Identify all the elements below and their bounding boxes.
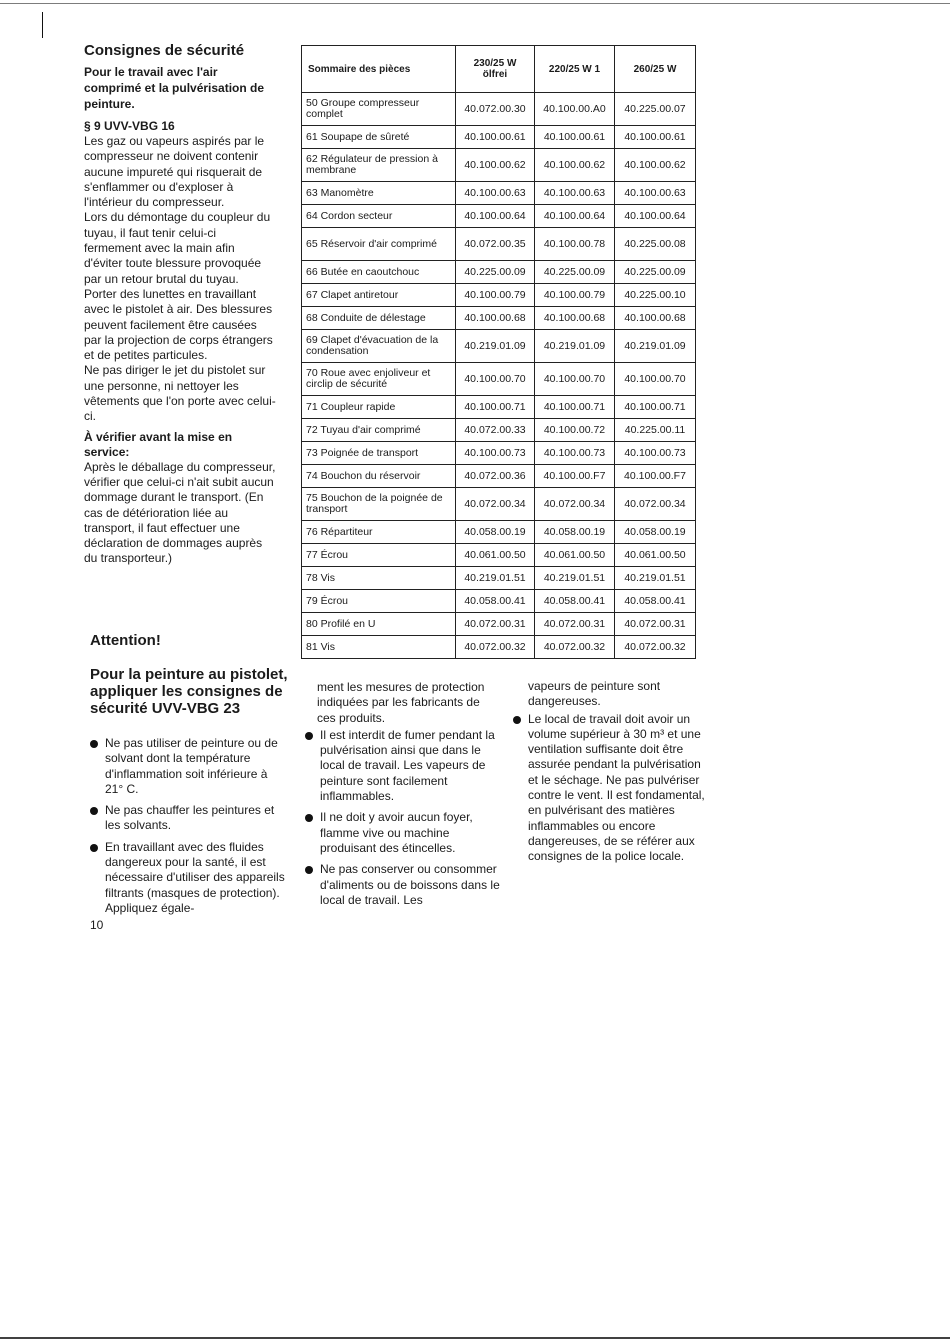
- part-number-cell: 40.072.00.35: [456, 228, 535, 261]
- part-number-cell: 40.100.00.71: [456, 396, 535, 419]
- table-body: [302, 93, 696, 659]
- bullet-text: Ne pas utiliser de peinture ou de solvant dont la température d'inflammation soit inférieure à 21° C.: [105, 736, 278, 796]
- part-name-cell: 75 Bouchon de la poignée de transport: [302, 488, 456, 521]
- table-row: [302, 396, 696, 419]
- table-row: [302, 419, 696, 442]
- part-number-cell: 40.100.00.63: [456, 182, 535, 205]
- verify-text: Après le déballage du compresseur, vérifier que celui-ci n'ait subit aucun dommage durant le transport. (En cas de détérioration liée au transport, il faut effectuer une déclaration de dommages auprès du transporteur.): [84, 459, 276, 566]
- part-number-cell: 40.100.00.61: [456, 126, 535, 149]
- section-heading: § 9 UVV-VBG 16: [84, 119, 175, 133]
- part-number-cell: 40.072.00.32: [615, 636, 696, 659]
- list-item: [90, 803, 285, 834]
- part-number-cell: 40.100.00.68: [615, 307, 696, 330]
- bullet-dot: [305, 732, 313, 740]
- part-number-cell: 40.072.00.33: [456, 419, 535, 442]
- table-row: [302, 636, 696, 659]
- part-name-cell: 67 Clapet antiretour: [302, 284, 456, 307]
- part-name-cell: 70 Roue avec enjoliveur et circlip de sécurité: [302, 363, 456, 396]
- part-number-cell: 40.061.00.50: [615, 544, 696, 567]
- verify-heading: À vérifier avant la mise en service:: [84, 429, 233, 459]
- part-name-cell: 68 Conduite de délestage: [302, 307, 456, 330]
- part-name-cell: 69 Clapet d'évacuation de la condensation: [302, 330, 456, 363]
- part-name-cell: 80 Profilé en U: [302, 613, 456, 636]
- list-item: [90, 840, 285, 916]
- table-row: [302, 363, 696, 396]
- part-name-cell: 73 Poignée de transport: [302, 442, 456, 465]
- part-name-cell: 79 Écrou: [302, 590, 456, 613]
- part-number-cell: 40.100.00.71: [615, 396, 696, 419]
- bullet-text: Ne pas chauffer les peintures et les solvants.: [105, 803, 275, 833]
- part-number-cell: 40.072.00.30: [456, 93, 535, 126]
- part-name-cell: 63 Manomètre: [302, 182, 456, 205]
- part-number-cell: 40.100.00.63: [535, 182, 615, 205]
- part-number-cell: 40.225.00.07: [615, 93, 696, 126]
- part-number-cell: 40.219.01.51: [615, 567, 696, 590]
- part-number-cell: 40.058.00.41: [535, 590, 615, 613]
- paragraph-gas: Les gaz ou vapeurs aspirés par le compresseur ne doivent contenir aucune impureté qui risquerait de s'enflammer ou d'exploser à l'intérieur du compresseur.: [84, 134, 265, 210]
- part-number-cell: 40.100.00.79: [456, 284, 535, 307]
- part-name-cell: 50 Groupe compresseur complet: [302, 93, 456, 126]
- bullet-dot: [513, 716, 521, 724]
- part-number-cell: 40.072.00.34: [456, 488, 535, 521]
- part-name-cell: 66 Butée en caoutchouc: [302, 261, 456, 284]
- table-row: [302, 93, 696, 126]
- bullet-dot: [90, 807, 98, 815]
- part-name-cell: 62 Régulateur de pression à membrane: [302, 149, 456, 182]
- table-row: [302, 205, 696, 228]
- bullet-dot: [305, 866, 313, 874]
- right-continuation: vapeurs de peinture sont dangereuses.: [528, 679, 661, 709]
- header-parts: Sommaire des pièces: [302, 46, 456, 93]
- part-number-cell: 40.100.00.73: [615, 442, 696, 465]
- safety-subtitle: Pour le travail avec l'air comprimé et la pulvérisation de peinture.: [84, 65, 265, 111]
- table-row: [302, 307, 696, 330]
- paragraph-jet: Ne pas diriger le jet du pistolet sur une personne, ni nettoyer les vêtements que l'on porte avec celui-ci.: [84, 363, 276, 424]
- table-row: [302, 149, 696, 182]
- paint-bullets: [90, 736, 285, 922]
- part-number-cell: 40.100.00.64: [615, 205, 696, 228]
- part-name-cell: 76 Répartiteur: [302, 521, 456, 544]
- paragraph-coupler: Lors du démontage du coupleur du tuyau, il faut tenir celui-ci fermement avec la main afin d'éviter toute blessure provoquée par un retour brutal du tuyau.: [84, 210, 271, 286]
- table-row: [302, 228, 696, 261]
- part-number-cell: 40.100.00.71: [535, 396, 615, 419]
- header-model-220: 220/25 W 1: [535, 46, 615, 93]
- part-name-cell: 61 Soupape de sûreté: [302, 126, 456, 149]
- list-item: [305, 810, 501, 856]
- part-number-cell: 40.072.00.36: [456, 465, 535, 488]
- table-row: [302, 330, 696, 363]
- part-number-cell: 40.100.00.68: [456, 307, 535, 330]
- part-number-cell: 40.100.00.63: [615, 182, 696, 205]
- page-number: 10: [90, 918, 104, 932]
- bullet-dot: [90, 844, 98, 852]
- part-number-cell: 40.072.00.32: [535, 636, 615, 659]
- part-number-cell: 40.100.00.62: [615, 149, 696, 182]
- bullet-text: En travaillant avec des fluides dangereux pour la santé, il est nécessaire d'utiliser des appareils filtrants (masques de protection). Appliquez égale-: [105, 839, 285, 915]
- left-column-body: [84, 119, 276, 567]
- right-column: [513, 679, 707, 871]
- parts-table: [301, 45, 696, 659]
- part-name-cell: 77 Écrou: [302, 544, 456, 567]
- part-number-cell: 40.225.00.10: [615, 284, 696, 307]
- part-number-cell: 40.100.00.70: [615, 363, 696, 396]
- table-row: [302, 442, 696, 465]
- part-name-cell: 74 Bouchon du réservoir: [302, 465, 456, 488]
- paint-safety-heading: Pour la peinture au pistolet, appliquer les consignes de sécurité UVV-VBG 23: [90, 666, 288, 717]
- bullet-text: Il ne doit y avoir aucun foyer, flamme vive ou machine produisant des étincelles.: [320, 810, 473, 855]
- part-number-cell: 40.219.01.51: [535, 567, 615, 590]
- table-header-row: [302, 46, 696, 93]
- list-item: [305, 862, 501, 908]
- part-number-cell: 40.100.00.64: [535, 205, 615, 228]
- part-number-cell: 40.058.00.19: [615, 521, 696, 544]
- middle-continuation: ment les mesures de protection indiquées par les fabricants de ces produits.: [317, 680, 485, 725]
- bullet-text: Il est interdit de fumer pendant la pulvérisation ainsi que dans le local de travail. Les vapeurs de peinture sont facilement inflammables.: [320, 727, 495, 804]
- part-name-cell: 64 Cordon secteur: [302, 205, 456, 228]
- part-number-cell: 40.072.00.34: [615, 488, 696, 521]
- part-number-cell: 40.225.00.09: [535, 261, 615, 284]
- part-name-cell: 81 Vis: [302, 636, 456, 659]
- bullet-dot: [90, 740, 98, 748]
- paragraph-goggles: Porter des lunettes en travaillant avec le pistolet à air. Des blessures peuvent facilement être causées par la projection de corps étrangers et de petites particules.: [84, 286, 273, 363]
- part-number-cell: 40.100.00.73: [535, 442, 615, 465]
- part-number-cell: 40.225.00.09: [456, 261, 535, 284]
- list-item: [305, 728, 501, 804]
- part-number-cell: 40.061.00.50: [535, 544, 615, 567]
- table-row: [302, 284, 696, 307]
- table-row: [302, 126, 696, 149]
- part-number-cell: 40.072.00.31: [535, 613, 615, 636]
- part-number-cell: 40.100.00.72: [535, 419, 615, 442]
- part-name-cell: 71 Coupleur rapide: [302, 396, 456, 419]
- part-number-cell: 40.100.00.F7: [615, 465, 696, 488]
- header-model-230: 230/25 W ölfrei: [456, 46, 535, 93]
- part-name-cell: 78 Vis: [302, 567, 456, 590]
- bullet-text: Ne pas conserver ou consommer d'aliments ou de boissons dans le local de travail. Les: [320, 862, 500, 907]
- part-number-cell: 40.100.00.62: [535, 149, 615, 182]
- safety-title: Consignes de sécurité: [84, 42, 245, 59]
- part-number-cell: 40.100.00.70: [456, 363, 535, 396]
- table-row: [302, 465, 696, 488]
- bullet-text: Le local de travail doit avoir un volume supérieur à 30 m³ et une ventilation suffisante doit être assurée pendant la pulvérisation et le séchage. Ne pas pulvériser contre le vent. Il est fondamental, en pulvérisant des matières inflammables ou encore dangereuses, de se référer aux consignes de la police locale.: [528, 711, 705, 864]
- list-item: [90, 736, 285, 797]
- table-row: [302, 567, 696, 590]
- bullet-dot: [305, 814, 313, 822]
- left-corner-rule: [42, 12, 43, 38]
- part-number-cell: 40.072.00.31: [615, 613, 696, 636]
- table-row: [302, 590, 696, 613]
- part-number-cell: 40.058.00.19: [535, 521, 615, 544]
- part-number-cell: 40.225.00.11: [615, 419, 696, 442]
- part-number-cell: 40.219.01.09: [535, 330, 615, 363]
- part-number-cell: 40.061.00.50: [456, 544, 535, 567]
- part-number-cell: 40.100.00.A0: [535, 93, 615, 126]
- part-number-cell: 40.100.00.73: [456, 442, 535, 465]
- list-item: [513, 712, 707, 865]
- part-number-cell: 40.100.00.F7: [535, 465, 615, 488]
- part-number-cell: 40.100.00.78: [535, 228, 615, 261]
- table-row: [302, 488, 696, 521]
- bottom-rule: [0, 1337, 950, 1339]
- table-row: [302, 182, 696, 205]
- part-number-cell: 40.058.00.19: [456, 521, 535, 544]
- table-row: [302, 613, 696, 636]
- table-row: [302, 544, 696, 567]
- part-number-cell: 40.225.00.09: [615, 261, 696, 284]
- part-name-cell: 72 Tuyau d'air comprimé: [302, 419, 456, 442]
- part-number-cell: 40.072.00.31: [456, 613, 535, 636]
- part-number-cell: 40.100.00.61: [535, 126, 615, 149]
- table-row: [302, 521, 696, 544]
- part-number-cell: 40.072.00.34: [535, 488, 615, 521]
- part-number-cell: 40.219.01.09: [615, 330, 696, 363]
- part-number-cell: 40.100.00.70: [535, 363, 615, 396]
- part-number-cell: 40.100.00.61: [615, 126, 696, 149]
- table-row: [302, 261, 696, 284]
- part-number-cell: 40.100.00.62: [456, 149, 535, 182]
- part-number-cell: 40.219.01.09: [456, 330, 535, 363]
- part-number-cell: 40.100.00.68: [535, 307, 615, 330]
- middle-column: [305, 680, 501, 914]
- header-model-260: 260/25 W: [615, 46, 696, 93]
- part-number-cell: 40.058.00.41: [456, 590, 535, 613]
- part-number-cell: 40.100.00.64: [456, 205, 535, 228]
- part-number-cell: 40.100.00.79: [535, 284, 615, 307]
- attention-heading: Attention!: [90, 632, 161, 649]
- part-number-cell: 40.225.00.08: [615, 228, 696, 261]
- part-number-cell: 40.058.00.41: [615, 590, 696, 613]
- part-number-cell: 40.219.01.51: [456, 567, 535, 590]
- part-name-cell: 65 Réservoir d'air comprimé: [302, 228, 456, 261]
- part-number-cell: 40.072.00.32: [456, 636, 535, 659]
- top-rule: [0, 3, 950, 4]
